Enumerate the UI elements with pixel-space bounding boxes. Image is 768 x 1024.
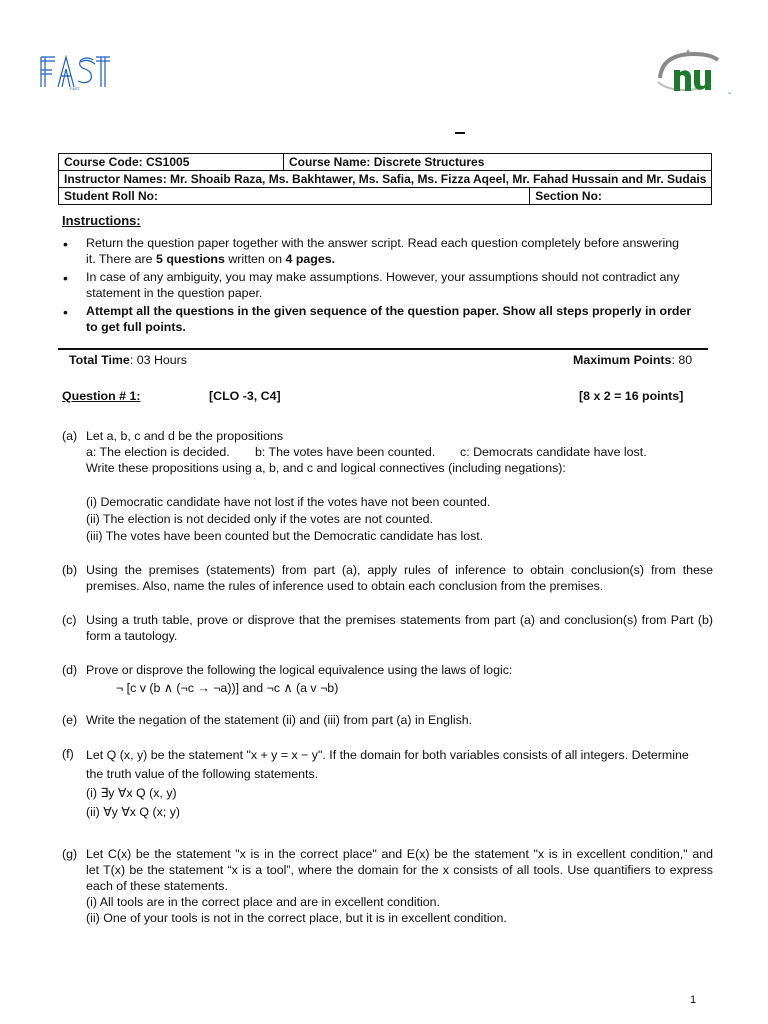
- page-number: 1: [690, 994, 697, 1006]
- instruction-1: Return the question paper together with the answer script. Read each question completely before answering it. There are 5 questions written on 4 pages.: [86, 236, 680, 266]
- part-b: Using the premises (statements) from part (a), apply rules of inference to obtain conclusion(s) from these premises. Also, name the rules of inference used to obtain each conclusion from the premises.: [86, 563, 713, 593]
- instructor-names: Instructor Names: Mr. Shoaib Raza, Ms. Bakhtawer, Ms. Safia, Ms. Fizza Aqeel, Mr. Fahad Hussain and Mr. Sudais: [59, 171, 712, 188]
- part-b-label: (b): [62, 563, 78, 577]
- section-no: Section No:: [530, 188, 712, 205]
- part-g: Let C(x) be the statement "x is in the correct place" and E(x) be the statement "x is in excellent condition," and let T(x) be the statement “x is a tool”, where the domain for the x consists of all tools. Use quantifiers to express each of these statements. (i) All tools are in the correct place and are in excellent condition. (ii) One of your tools is not in the correct place, but it is in excellent condition.: [86, 847, 713, 925]
- svg-text:nu: nu: [728, 91, 732, 95]
- part-e-label: (e): [62, 713, 78, 727]
- question-clo: [CLO -3, C4]: [209, 389, 281, 403]
- dash-mark: [455, 132, 465, 134]
- course-code: Course Code: CS1005: [59, 154, 284, 171]
- bullet: •: [63, 304, 68, 320]
- nu-logo: [652, 48, 738, 98]
- total-time: Total Time: 03 Hours: [69, 353, 187, 367]
- svg-text:FAST: FAST: [69, 86, 81, 91]
- part-e: Write the negation of the statement (ii) and (iii) from part (a) in English.: [86, 713, 473, 727]
- part-c: Using a truth table, prove or disprove that the premises statements from part (a) and conclusion(s) from Part (b) form a tautology.: [86, 613, 713, 643]
- question-points: [8 x 2 = 16 points]: [579, 389, 684, 403]
- course-name: Course Name: Discrete Structures: [284, 154, 712, 171]
- bullet: •: [63, 270, 68, 286]
- part-g-label: (g): [62, 847, 78, 861]
- bullet: •: [63, 236, 68, 252]
- instruction-2: In case of any ambiguity, you may make assumptions. However, your assumptions should not contradict any statement in the question paper.: [86, 270, 680, 300]
- divider: [58, 348, 708, 350]
- question-label: Question # 1:: [62, 389, 141, 403]
- maximum-points: Maximum Points: 80: [573, 353, 693, 367]
- part-d-label: (d): [62, 663, 78, 677]
- part-d: Prove or disprove the following the logical equivalence using the laws of logic: ¬ [c v (b ∧ (¬c → ¬a))] and ¬c ∧ (a v ¬b): [86, 663, 513, 695]
- part-c-label: (c): [62, 613, 77, 627]
- part-f-label: (f): [62, 747, 74, 761]
- part-a-label: (a): [62, 429, 78, 443]
- part-f: Let Q (x, y) be the statement "x + y = x − y". If the domain for both variables consists of all integers. Determine the truth value of the following statements. (i) ∃y ∀x Q (x, y) (ii) ∀y ∀x Q (x; y): [86, 748, 689, 819]
- course-info-table: [58, 153, 712, 205]
- part-a: Let a, b, c and d be the propositions a: The election is decided. b: The votes have been counted. c: Democrats candidate have lost. Write these propositions using a, b, and c and logical connectives (including negations): (i) Democratic candidate have not lost if the votes have not been counted. (ii) The election is not decided only if the votes are not counted. (iii) The votes have been counted but the Democratic candidate has lost.: [86, 429, 647, 543]
- fast-logo: [38, 52, 112, 92]
- student-roll-no: Student Roll No:: [59, 188, 530, 205]
- instruction-3: Attempt all the questions in the given sequence of the question paper. Show all steps properly in order to get full points.: [86, 304, 692, 334]
- instructions-title: Instructions:: [62, 213, 141, 228]
